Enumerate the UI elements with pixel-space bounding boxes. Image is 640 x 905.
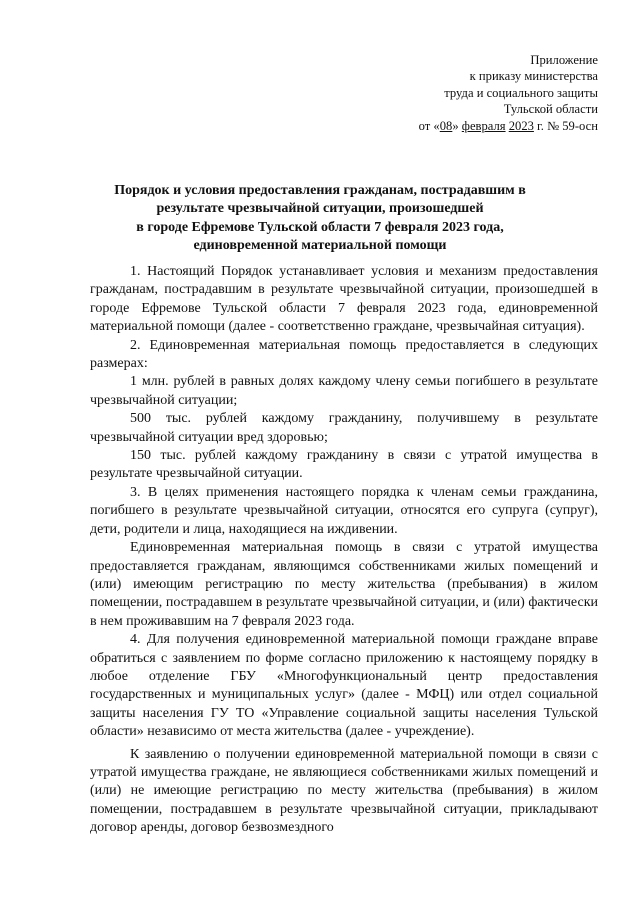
- order-day: 08: [439, 118, 453, 133]
- paragraph-7: Единовременная материальная помощь в связи с утратой имущества предоставляется гражданам, являющимся собственниками жилых помещений и (или) имеющим регистрацию по месту жительства (пребывания) в жилом помещении, пострадавшем в результате чрезвычайной ситуации, и (или) фактически в нем проживавшим на 7 февраля 2023 года.: [90, 540, 598, 629]
- title-line-1: Порядок и условия предоставления гражданам, пострадавшим в: [114, 183, 526, 198]
- order-mid: »: [452, 118, 462, 133]
- order-year: 2023: [508, 118, 534, 133]
- document-title: [70, 182, 570, 256]
- paragraph-5: 150 тыс. рублей каждому гражданину в связи с утратой имущества в результате чрезвычайной ситуации.: [90, 448, 598, 482]
- paragraph-1: 1. Настоящий Порядок устанавливает условия и механизм предоставления гражданам, пострадавшим в результате чрезвычайной ситуации, произошедшей в городе Ефремове Тульской области 7 февраля 2023 года, единовременной материальной помощи (далее - соответственно граждане, чрезвычайная ситуация).: [90, 264, 598, 335]
- appendix-line-4: Тульской области: [503, 102, 598, 117]
- order-prefix: от «: [418, 118, 440, 133]
- paragraph-9: К заявлению о получении единовременной материальной помощи в связи с утратой имущества граждане, не являющиеся собственниками жилых помещений и (или) не имеющие регистрацию по месту жительства (пребывания) в жилом помещении, пострадавшем в результате чрезвычайной ситуации, прикладывают договор аренды, договор безвозмездного: [90, 746, 598, 836]
- appendix-line-1: Приложение: [530, 53, 598, 67]
- appendix-header: [419, 52, 598, 134]
- document-body: [90, 263, 598, 838]
- paragraph-4: 500 тыс. рублей каждому гражданину, получившему в результате чрезвычайной ситуации вред здоровью;: [90, 411, 598, 445]
- paragraph-6: 3. В целях применения настоящего порядка к членам семьи гражданина, погибшего в результате чрезвычайной ситуации, относятся его супруга (супруг), дети, родители и лица, находящиеся на иждивении.: [90, 484, 598, 537]
- appendix-line-2: к приказу министерства: [469, 69, 598, 84]
- title-line-2: результате чрезвычайной ситуации, произошедшей: [156, 201, 484, 217]
- order-reference: [419, 118, 598, 134]
- title-line-3: в городе Ефремове Тульской области 7 февраля 2023 года,: [136, 219, 504, 235]
- order-suffix: г. № 59-осн: [533, 118, 598, 133]
- appendix-line-3: труда и социального защиты: [444, 85, 598, 100]
- paragraph-3: 1 млн. рублей в равных долях каждому члену семьи погибшего в результате чрезвычайной ситуации;: [90, 374, 598, 408]
- paragraph-8: 4. Для получения единовременной материальной помощи граждане вправе обратиться с заявлением по форме согласно приложению к настоящему порядку в любое отделение ГБУ «Многофункциональный центр предоставления государственных и муниципальных услуг» (далее - МФЦ) или отдел социальной защиты населения ГУ ТО «Управление социальной защиты населения Тульской области» независимо от места жительства (далее - учреждение).: [90, 632, 598, 740]
- paragraph-2: 2. Единовременная материальная помощь предоставляется в следующих размерах:: [90, 337, 598, 372]
- title-line-4: единовременной материальной помощи: [193, 238, 447, 254]
- order-month: февраля: [461, 118, 506, 133]
